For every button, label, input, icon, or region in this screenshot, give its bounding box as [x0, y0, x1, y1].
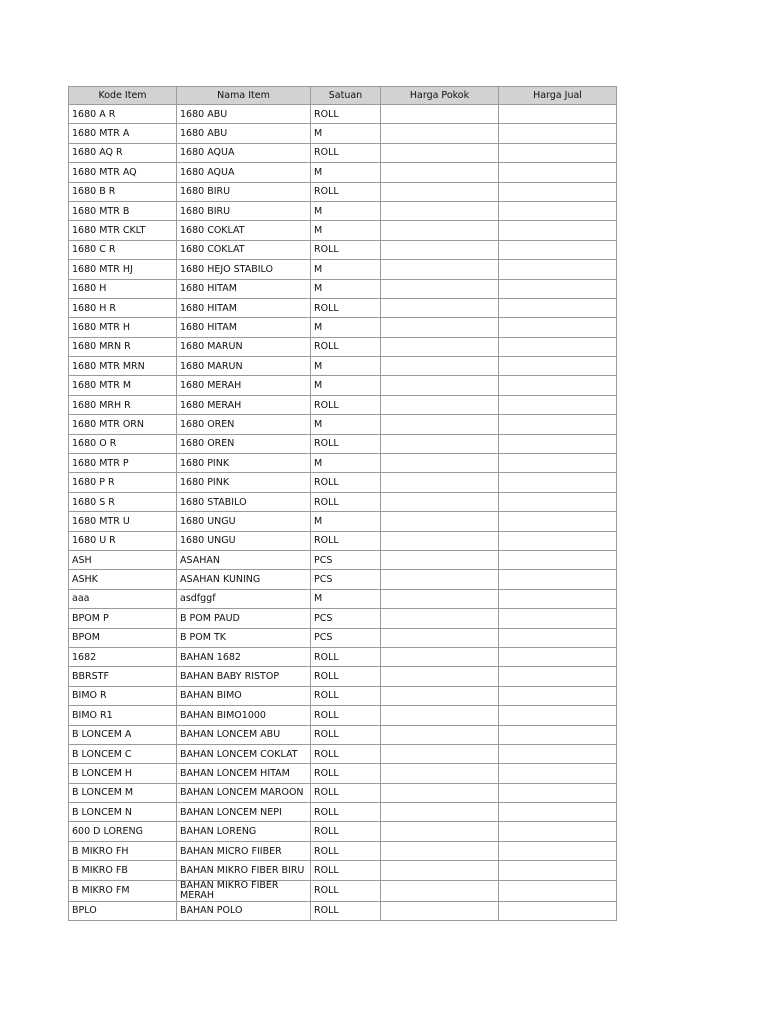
table-row [69, 512, 617, 531]
table-header-row [69, 87, 617, 105]
table-row [69, 105, 617, 124]
table-row [69, 803, 617, 822]
satuan-cell: ROLL [311, 531, 381, 550]
nama-item-cell: 1680 UNGU [177, 531, 311, 550]
nama-item-cell: B POM PAUD [177, 609, 311, 628]
nama-item-cell: BAHAN 1682 [177, 647, 311, 666]
harga-pokok-cell [381, 512, 499, 531]
nama-item-cell: BAHAN MICRO FIIBER [177, 841, 311, 860]
harga-jual-cell [499, 901, 617, 920]
harga-jual-cell [499, 201, 617, 220]
table-row [69, 492, 617, 511]
harga-jual-cell [499, 880, 617, 901]
nama-item-cell: 1680 AQUA [177, 163, 311, 182]
harga-pokok-cell [381, 260, 499, 279]
satuan-cell: PCS [311, 570, 381, 589]
harga-jual-cell [499, 454, 617, 473]
harga-jual-cell [499, 298, 617, 317]
table-row [69, 473, 617, 492]
table-row [69, 628, 617, 647]
nama-item-cell: BAHAN BABY RISTOP [177, 667, 311, 686]
harga-jual-cell [499, 609, 617, 628]
harga-pokok-cell [381, 434, 499, 453]
harga-pokok-cell [381, 318, 499, 337]
table-row [69, 201, 617, 220]
nama-item-cell: 1680 STABILO [177, 492, 311, 511]
satuan-cell: M [311, 589, 381, 608]
kode-item-cell: BBRSTF [69, 667, 177, 686]
column-header-satuan: Satuan [311, 87, 381, 105]
kode-item-cell: BPOM [69, 628, 177, 647]
harga-jual-cell [499, 240, 617, 259]
satuan-cell: ROLL [311, 861, 381, 880]
harga-pokok-cell [381, 628, 499, 647]
nama-item-cell: 1680 HITAM [177, 279, 311, 298]
satuan-cell: ROLL [311, 182, 381, 201]
harga-pokok-cell [381, 901, 499, 920]
harga-jual-cell [499, 822, 617, 841]
satuan-cell: ROLL [311, 647, 381, 666]
harga-pokok-cell [381, 531, 499, 550]
kode-item-cell: 1680 MTR MRN [69, 357, 177, 376]
table-row [69, 318, 617, 337]
table-row [69, 725, 617, 744]
table-row [69, 298, 617, 317]
satuan-cell: ROLL [311, 686, 381, 705]
nama-item-cell: 1680 BIRU [177, 182, 311, 201]
harga-pokok-cell [381, 298, 499, 317]
kode-item-cell: BPOM P [69, 609, 177, 628]
kode-item-cell: 1680 AQ R [69, 143, 177, 162]
harga-pokok-cell [381, 861, 499, 880]
harga-pokok-cell [381, 570, 499, 589]
table-row [69, 376, 617, 395]
satuan-cell: ROLL [311, 725, 381, 744]
kode-item-cell: B LONCEM C [69, 744, 177, 763]
harga-jual-cell [499, 686, 617, 705]
harga-pokok-cell [381, 667, 499, 686]
satuan-cell: ROLL [311, 298, 381, 317]
harga-pokok-cell [381, 143, 499, 162]
kode-item-cell: 1680 MTR HJ [69, 260, 177, 279]
satuan-cell: ROLL [311, 337, 381, 356]
harga-pokok-cell [381, 686, 499, 705]
harga-pokok-cell [381, 783, 499, 802]
harga-jual-cell [499, 570, 617, 589]
harga-pokok-cell [381, 609, 499, 628]
satuan-cell: ROLL [311, 822, 381, 841]
harga-pokok-cell [381, 744, 499, 763]
harga-jual-cell [499, 124, 617, 143]
nama-item-cell: ASAHAN [177, 550, 311, 569]
nama-item-cell: 1680 OREN [177, 415, 311, 434]
table-row [69, 783, 617, 802]
satuan-cell: ROLL [311, 744, 381, 763]
kode-item-cell: B MIKRO FB [69, 861, 177, 880]
table-row [69, 901, 617, 920]
table-body [69, 105, 617, 921]
harga-pokok-cell [381, 279, 499, 298]
harga-pokok-cell [381, 240, 499, 259]
harga-jual-cell [499, 764, 617, 783]
table-row [69, 337, 617, 356]
table-row [69, 357, 617, 376]
table-row [69, 124, 617, 143]
table-row [69, 861, 617, 880]
satuan-cell: PCS [311, 550, 381, 569]
satuan-cell: M [311, 260, 381, 279]
nama-item-cell: BAHAN LONCEM COKLAT [177, 744, 311, 763]
satuan-cell: ROLL [311, 764, 381, 783]
harga-pokok-cell [381, 395, 499, 414]
harga-pokok-cell [381, 105, 499, 124]
table-row [69, 143, 617, 162]
satuan-cell: M [311, 318, 381, 337]
kode-item-cell: B MIKRO FM [69, 880, 177, 901]
nama-item-cell: BAHAN LONCEM NEPI [177, 803, 311, 822]
satuan-cell: ROLL [311, 395, 381, 414]
column-header-harga-jual: Harga Jual [499, 87, 617, 105]
kode-item-cell: B LONCEM M [69, 783, 177, 802]
table-row [69, 279, 617, 298]
satuan-cell: M [311, 357, 381, 376]
nama-item-cell: 1680 OREN [177, 434, 311, 453]
nama-item-cell: BAHAN BIMO1000 [177, 706, 311, 725]
harga-pokok-cell [381, 182, 499, 201]
harga-jual-cell [499, 589, 617, 608]
nama-item-cell: ASAHAN KUNING [177, 570, 311, 589]
table-row [69, 764, 617, 783]
table-row [69, 570, 617, 589]
satuan-cell: ROLL [311, 706, 381, 725]
harga-pokok-cell [381, 880, 499, 901]
satuan-cell: M [311, 163, 381, 182]
kode-item-cell: 1680 S R [69, 492, 177, 511]
harga-jual-cell [499, 512, 617, 531]
harga-pokok-cell [381, 492, 499, 511]
kode-item-cell: 1680 MTR B [69, 201, 177, 220]
satuan-cell: M [311, 221, 381, 240]
kode-item-cell: BIMO R1 [69, 706, 177, 725]
harga-jual-cell [499, 143, 617, 162]
table-row [69, 589, 617, 608]
kode-item-cell: B LONCEM N [69, 803, 177, 822]
satuan-cell: M [311, 512, 381, 531]
nama-item-cell: 1680 MERAH [177, 376, 311, 395]
table-row [69, 667, 617, 686]
harga-jual-cell [499, 647, 617, 666]
nama-item-cell: BAHAN LONCEM ABU [177, 725, 311, 744]
harga-pokok-cell [381, 221, 499, 240]
item-price-sheet [68, 86, 616, 921]
kode-item-cell: 1680 MTR A [69, 124, 177, 143]
harga-jual-cell [499, 357, 617, 376]
nama-item-cell: 1680 MERAH [177, 395, 311, 414]
satuan-cell: M [311, 376, 381, 395]
table-row [69, 822, 617, 841]
harga-pokok-cell [381, 357, 499, 376]
harga-jual-cell [499, 628, 617, 647]
satuan-cell: ROLL [311, 105, 381, 124]
table-row [69, 609, 617, 628]
kode-item-cell: 1680 MTR ORN [69, 415, 177, 434]
satuan-cell: ROLL [311, 901, 381, 920]
nama-item-cell: BAHAN BIMO [177, 686, 311, 705]
kode-item-cell: 1682 [69, 647, 177, 666]
harga-pokok-cell [381, 201, 499, 220]
nama-item-cell: 1680 MARUN [177, 357, 311, 376]
column-header-nama-item: Nama Item [177, 87, 311, 105]
satuan-cell: PCS [311, 628, 381, 647]
harga-pokok-cell [381, 550, 499, 569]
table-row [69, 260, 617, 279]
nama-item-cell: 1680 MARUN [177, 337, 311, 356]
harga-pokok-cell [381, 841, 499, 860]
harga-jual-cell [499, 744, 617, 763]
nama-item-cell: BAHAN LONCEM MAROON [177, 783, 311, 802]
nama-item-cell: 1680 HITAM [177, 318, 311, 337]
harga-jual-cell [499, 415, 617, 434]
harga-jual-cell [499, 434, 617, 453]
table-row [69, 395, 617, 414]
satuan-cell: M [311, 415, 381, 434]
table-row [69, 415, 617, 434]
column-header-harga-pokok: Harga Pokok [381, 87, 499, 105]
harga-pokok-cell [381, 454, 499, 473]
harga-jual-cell [499, 105, 617, 124]
table-row [69, 841, 617, 860]
harga-pokok-cell [381, 803, 499, 822]
kode-item-cell: 1680 MRH R [69, 395, 177, 414]
kode-item-cell: B MIKRO FH [69, 841, 177, 860]
table-row [69, 706, 617, 725]
nama-item-cell: BAHAN MIKRO FIBER MERAH [177, 880, 311, 901]
table-row [69, 880, 617, 901]
harga-pokok-cell [381, 415, 499, 434]
satuan-cell: ROLL [311, 667, 381, 686]
kode-item-cell: 1680 MTR H [69, 318, 177, 337]
harga-jual-cell [499, 725, 617, 744]
satuan-cell: ROLL [311, 492, 381, 511]
nama-item-cell: asdfggf [177, 589, 311, 608]
harga-jual-cell [499, 395, 617, 414]
satuan-cell: ROLL [311, 240, 381, 259]
nama-item-cell: 1680 BIRU [177, 201, 311, 220]
satuan-cell: ROLL [311, 143, 381, 162]
harga-jual-cell [499, 337, 617, 356]
kode-item-cell: ASH [69, 550, 177, 569]
kode-item-cell: 1680 MTR CKLT [69, 221, 177, 240]
column-header-kode-item: Kode Item [69, 87, 177, 105]
harga-jual-cell [499, 531, 617, 550]
kode-item-cell: 1680 H [69, 279, 177, 298]
nama-item-cell: B POM TK [177, 628, 311, 647]
harga-jual-cell [499, 182, 617, 201]
harga-pokok-cell [381, 822, 499, 841]
harga-pokok-cell [381, 706, 499, 725]
table-row [69, 744, 617, 763]
kode-item-cell: BIMO R [69, 686, 177, 705]
harga-pokok-cell [381, 647, 499, 666]
item-table [68, 86, 617, 921]
satuan-cell: ROLL [311, 803, 381, 822]
kode-item-cell: 1680 MRN R [69, 337, 177, 356]
satuan-cell: ROLL [311, 783, 381, 802]
kode-item-cell: 1680 MTR U [69, 512, 177, 531]
harga-jual-cell [499, 221, 617, 240]
table-row [69, 531, 617, 550]
kode-item-cell: aaa [69, 589, 177, 608]
satuan-cell: M [311, 454, 381, 473]
harga-jual-cell [499, 841, 617, 860]
kode-item-cell: B LONCEM H [69, 764, 177, 783]
harga-pokok-cell [381, 337, 499, 356]
harga-jual-cell [499, 279, 617, 298]
harga-jual-cell [499, 473, 617, 492]
satuan-cell: ROLL [311, 880, 381, 901]
nama-item-cell: 1680 HITAM [177, 298, 311, 317]
table-row [69, 434, 617, 453]
kode-item-cell: B LONCEM A [69, 725, 177, 744]
nama-item-cell: 1680 HEJO STABILO [177, 260, 311, 279]
harga-pokok-cell [381, 163, 499, 182]
harga-pokok-cell [381, 376, 499, 395]
harga-jual-cell [499, 318, 617, 337]
satuan-cell: M [311, 124, 381, 143]
satuan-cell: PCS [311, 609, 381, 628]
satuan-cell: ROLL [311, 841, 381, 860]
nama-item-cell: BAHAN LONCEM HITAM [177, 764, 311, 783]
kode-item-cell: 1680 O R [69, 434, 177, 453]
kode-item-cell: 600 D LORENG [69, 822, 177, 841]
kode-item-cell: BPLO [69, 901, 177, 920]
harga-pokok-cell [381, 764, 499, 783]
satuan-cell: M [311, 279, 381, 298]
satuan-cell: ROLL [311, 434, 381, 453]
table-row [69, 182, 617, 201]
nama-item-cell: 1680 UNGU [177, 512, 311, 531]
kode-item-cell: 1680 MTR AQ [69, 163, 177, 182]
nama-item-cell: 1680 PINK [177, 454, 311, 473]
harga-jual-cell [499, 492, 617, 511]
table-row [69, 647, 617, 666]
nama-item-cell: 1680 AQUA [177, 143, 311, 162]
satuan-cell: ROLL [311, 473, 381, 492]
kode-item-cell: 1680 H R [69, 298, 177, 317]
kode-item-cell: 1680 B R [69, 182, 177, 201]
nama-item-cell: 1680 PINK [177, 473, 311, 492]
kode-item-cell: 1680 P R [69, 473, 177, 492]
kode-item-cell: ASHK [69, 570, 177, 589]
harga-jual-cell [499, 783, 617, 802]
nama-item-cell: 1680 ABU [177, 105, 311, 124]
harga-jual-cell [499, 163, 617, 182]
harga-jual-cell [499, 861, 617, 880]
kode-item-cell: 1680 MTR P [69, 454, 177, 473]
table-row [69, 550, 617, 569]
harga-jual-cell [499, 803, 617, 822]
table-row [69, 454, 617, 473]
table-row [69, 240, 617, 259]
satuan-cell: M [311, 201, 381, 220]
table-row [69, 221, 617, 240]
nama-item-cell: BAHAN LORENG [177, 822, 311, 841]
harga-jual-cell [499, 260, 617, 279]
kode-item-cell: 1680 C R [69, 240, 177, 259]
nama-item-cell: 1680 COKLAT [177, 240, 311, 259]
harga-jual-cell [499, 376, 617, 395]
kode-item-cell: 1680 A R [69, 105, 177, 124]
table-row [69, 163, 617, 182]
harga-pokok-cell [381, 589, 499, 608]
kode-item-cell: 1680 MTR M [69, 376, 177, 395]
table-row [69, 686, 617, 705]
nama-item-cell: 1680 ABU [177, 124, 311, 143]
harga-pokok-cell [381, 473, 499, 492]
nama-item-cell: BAHAN MIKRO FIBER BIRU [177, 861, 311, 880]
harga-jual-cell [499, 550, 617, 569]
harga-pokok-cell [381, 124, 499, 143]
harga-jual-cell [499, 706, 617, 725]
harga-jual-cell [499, 667, 617, 686]
harga-pokok-cell [381, 725, 499, 744]
nama-item-cell: BAHAN POLO [177, 901, 311, 920]
nama-item-cell: 1680 COKLAT [177, 221, 311, 240]
kode-item-cell: 1680 U R [69, 531, 177, 550]
